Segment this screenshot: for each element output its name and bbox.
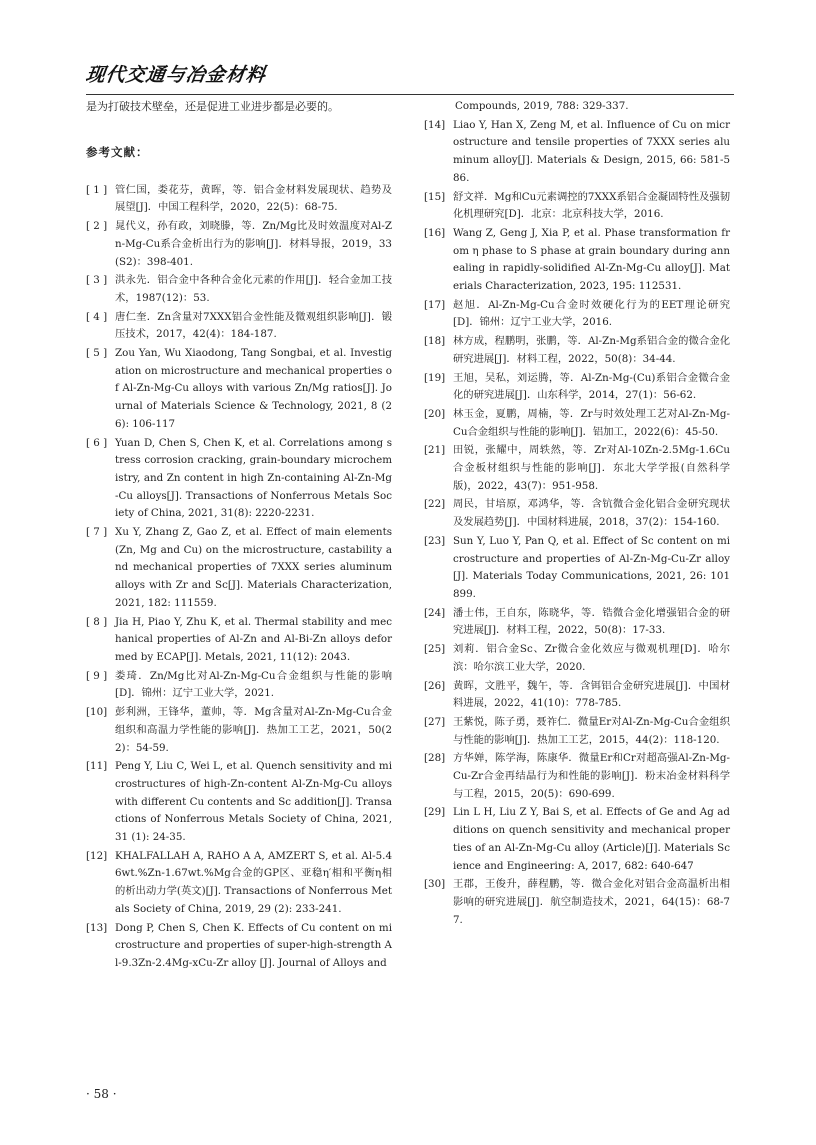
reference-item xyxy=(424,750,730,803)
references-title: 参考文献： xyxy=(86,145,149,159)
reference-item xyxy=(424,442,730,495)
reference-item xyxy=(424,605,730,640)
reference-number: [ 5 ] xyxy=(86,347,108,360)
reference-item xyxy=(86,309,392,344)
reference-number: [ 3 ] xyxy=(86,274,108,287)
reference-text: 刘莉．铝合金Sc、Zr微合金化效应与微观机理[D]．哈尔滨：哈尔滨工业大学，2020. xyxy=(453,643,730,673)
reference-number: [20] xyxy=(424,407,446,420)
reference-item xyxy=(86,704,392,757)
reference-text: 周民，甘培原，邓鸿华，等．含钪微合金化铝合金研究现状及发展趋势[J]．中国材料进展，2018，37(2)：154-160. xyxy=(453,498,730,529)
reference-text: Liao Y, Han X, Zeng M, et al. Influence of Cu on microstructure and tensile properties of 7XXX series aluminum alloy[J]. Materials & Design, 2015, 66: 581-586. xyxy=(453,118,730,184)
reference-number: [14] xyxy=(424,118,446,131)
reference-text: Sun Y, Luo Y, Pan Q, et al. Effect of Sc content on microstructure and properties of Al-Zn-Mg-Cu-Zr alloy [J]. Materials Today Communications, 2021, 26: 101899. xyxy=(453,534,730,600)
reference-text: 娄琦．Zn/Mg比对Al-Zn-Mg-Cu合金组织与性能的影响[D]．锦州：辽宁工业大学，2021. xyxy=(115,669,392,700)
reference-item xyxy=(424,189,730,224)
reference-item xyxy=(424,496,730,531)
reference-item xyxy=(86,272,392,307)
reference-number: [ 4 ] xyxy=(86,310,108,323)
references-list-left xyxy=(86,182,392,973)
reference-number: [18] xyxy=(424,335,446,348)
reference-item xyxy=(424,804,730,875)
right-column xyxy=(424,98,730,930)
reference-number: [22] xyxy=(424,498,446,511)
reference-number: [21] xyxy=(424,444,446,457)
reference-number: [ 2 ] xyxy=(86,220,108,233)
reference-number: [27] xyxy=(424,715,446,728)
reference-text: Peng Y, Liu C, Wei L, et al. Quench sensitivity and microstructures of high-Zn-content Al-Zn-Mg-Cu alloys with different Cu contents and Sc addition[J]. Transactions of Nonferrous Metals Society of China, 2021, 31 (1): 24-35. xyxy=(115,760,392,844)
reference-text: Lin L H, Liu Z Y, Bai S, et al. Effects of Ge and Ag additions on quench sensitivity and mechanical properties of an Al-Zn-Mg-Cu alloy (Article)[J]. Materials Science and Engineering: A, 2017, 682: 640-647 xyxy=(453,806,730,872)
reference-text: Dong P, Chen S, Chen K. Effects of Cu content on microstructure and properties of super-high-strength Al-9.3Zn-2.4Mg-xCu-Zr alloy [J]. Journal of Alloys and xyxy=(115,921,392,969)
reference-text: 林方成，程鹏明，张鹏，等．Al-Zn-Mg系铝合金的微合金化研究进展[J]．材料工程，2022，50(8)：34-44. xyxy=(453,335,730,365)
reference-item xyxy=(424,225,730,296)
reference-text: 舒文祥．Mg和Cu元素调控的7XXX系铝合金凝固特性及强韧化机理研究[D]．北京：北京科技大学，2016. xyxy=(453,190,730,221)
reference-text: 管仁国，娄花芬，黄晖，等．铝合金材料发展现状、趋势及展望[J]．中国工程科学，2020，22(5)：68-75. xyxy=(115,183,392,214)
reference-item xyxy=(424,333,730,368)
reference-item xyxy=(86,668,392,703)
reference-item xyxy=(86,218,392,271)
page-number: · 58 · xyxy=(86,1087,117,1101)
reference-text: 王郡，王俊升，薛程鹏，等．微合金化对铝合金高温析出相影响的研究进展[J]．航空制造技术，2021，64(15)：68-77. xyxy=(453,878,730,926)
reference-text: 方华婵，陈学海，陈康华．微量Er和Cr对超高强Al-Zn-Mg-Cu-Zr合金再结晶行为和性能的影响[J]．粉末冶金材料科学与工程，2015，20(5)：690-699. xyxy=(453,752,730,800)
reference-number: [ 9 ] xyxy=(86,669,108,682)
reference-number: [10] xyxy=(86,706,108,719)
reference-item xyxy=(86,345,392,434)
reference-number: [ 6 ] xyxy=(86,436,108,449)
reference-number: [15] xyxy=(424,190,446,203)
reference-text: 田锐，张耀中，周轶然，等．Zr对Al-10Zn-2.5Mg-1.6Cu合金板材组织与性能的影响[J]．东北大学学报(自然科学版)，2022，43(7)：951-958. xyxy=(453,444,730,492)
references-list-right xyxy=(424,117,730,930)
reference-number: [25] xyxy=(424,643,446,656)
reference-text: Zou Yan, Wu Xiaodong, Tang Songbai, et al. Investigation on microstructure and mechanical properties of Al-Zn-Mg-Cu alloys with various Zn/Mg ratios[J]. Journal of Materials Science & Technology, 2021, 8 (26): 106-117 xyxy=(115,347,392,430)
reference-text: Jia H, Piao Y, Zhu K, et al. Thermal stability and mechanical properties of Al-Zn and Al-Bi-Zn alloys deformed by ECAP[J]. Metals, 2021, 11(12): 2043. xyxy=(115,615,392,663)
reference-text: KHALFALLAH A, RAHO A A, AMZERT S, et al. Al-5.46wt.%Zn-1.67wt.%Mg合金的GP区、亚稳η′相和平衡η相的析出动力学(英文)[J]. Transactions of Nonferrous Metals Society of China, 2019, 29 (2): 233-241. xyxy=(115,849,392,915)
intro-text: 是为打破技术壁垒，还是促进工业进步都是必要的。 xyxy=(86,100,339,113)
reference-number: [23] xyxy=(424,534,446,547)
reference-item xyxy=(86,182,392,217)
reference-text: 黄晖，文胜平，魏午，等．含铒铝合金研究进展[J]．中国材料进展，2022，41(10)：778-785. xyxy=(453,679,730,710)
reference-number: [24] xyxy=(424,606,446,619)
reference-item xyxy=(86,524,392,613)
reference-item xyxy=(424,678,730,713)
reference-item xyxy=(86,435,392,524)
reference-number: [ 1 ] xyxy=(86,183,108,196)
reference-item xyxy=(424,533,730,604)
reference-item xyxy=(424,297,730,332)
reference-text: 洪永先．铝合金中各种合金化元素的作用[J]．轻合金加工技术，1987(12)：53. xyxy=(115,274,392,304)
reference-item xyxy=(86,848,392,919)
reference-item xyxy=(424,641,730,676)
reference-text: 彭利洲，王锋华，董帅，等．Mg含量对Al-Zn-Mg-Cu合金组织和高温力学性能的影响[J]．热加工工艺，2021，50(22)：54-59. xyxy=(115,706,392,754)
reference-item xyxy=(86,758,392,847)
reference-number: [ 7 ] xyxy=(86,526,108,539)
header-divider xyxy=(86,94,734,95)
reference-item xyxy=(424,406,730,441)
reference-number: [ 8 ] xyxy=(86,615,108,628)
reference-number: [29] xyxy=(424,806,446,819)
reference-text: Xu Y, Zhang Z, Gao Z, et al. Effect of main elements (Zn, Mg and Cu) on the microstructure, castability and mechanical properties of 7XXX series aluminum alloys with Zr and Sc[J]. Materials Characterization, 2021, 182: 111559. xyxy=(115,526,392,609)
reference-number: [13] xyxy=(86,921,108,934)
reference-number: [26] xyxy=(424,679,446,692)
reference-text: 王紫悦，陈子勇，聂祚仁．微量Er对Al-Zn-Mg-Cu合金组织与性能的影响[J]．热加工工艺，2015，44(2)：118-120. xyxy=(453,715,730,746)
reference-item xyxy=(424,117,730,188)
reference-number: [28] xyxy=(424,752,446,765)
reference-number: [11] xyxy=(86,760,108,773)
reference-item xyxy=(86,614,392,667)
reference-item xyxy=(424,370,730,405)
reference-item xyxy=(424,876,730,929)
reference-text: Yuan D, Chen S, Chen K, et al. Correlations among stress corrosion cracking, grain-boundary microchemistry, and Zn content in high Zn-containing Al-Zn-Mg-Cu alloys[J]. Transactions of Nonferrous Metals Society of China, 2021, 31(8): 2220-2231. xyxy=(115,436,392,520)
reference-text: Wang Z, Geng J, Xia P, et al. Phase transformation from η phase to S phase at grain boundary during annealing in rapidly-solidified Al-Zn-Mg-Cu alloy[J]. Materials Characterization, 2023, 195: 112531. xyxy=(453,226,730,293)
reference-number: [16] xyxy=(424,226,446,239)
left-column xyxy=(86,98,392,974)
reference-item xyxy=(424,714,730,749)
reference-number: [17] xyxy=(424,298,446,311)
reference-item xyxy=(86,920,392,973)
reference-number: [12] xyxy=(86,849,108,862)
journal-logo: 现代交通与冶金材料 xyxy=(84,64,268,86)
reference-13-continuation: Compounds, 2019, 788: 329-337. xyxy=(455,100,629,112)
reference-number: [30] xyxy=(424,878,446,891)
reference-number: [19] xyxy=(424,371,446,384)
reference-text: 赵旭．Al-Zn-Mg-Cu合金时效硬化行为的EET理论研究[D]．锦州：辽宁工业大学，2016. xyxy=(453,298,730,329)
reference-text: 林玉金，夏鹏，周楠，等．Zr与时效处理工艺对Al-Zn-Mg-Cu合金组织与性能的影响[J]．铝加工，2022(6)：45-50. xyxy=(453,407,730,438)
reference-text: 晁代义，孙有政，刘晓滕，等．Zn/Mg比及时效温度对Al-Zn-Mg-Cu系合金析出行为的影响[J]．材料导报，2019，33(S2)：398-401. xyxy=(115,220,392,268)
reference-text: 王旭，吴私，刘运腾，等．Al-Zn-Mg-(Cu)系铝合金微合金化的研究进展[J]．山东科学，2014，27(1)：56-62. xyxy=(453,371,730,402)
reference-text: 唐仁奎．Zn含量对7XXX铝合金性能及微观组织影响[J]．锻压技术，2017，42(4)：184-187. xyxy=(115,310,392,341)
reference-text: 潘士伟，王自东，陈晓华，等．锆微合金化增强铝合金的研究进展[J]．材料工程，2022，50(8)：17-33. xyxy=(453,606,730,637)
